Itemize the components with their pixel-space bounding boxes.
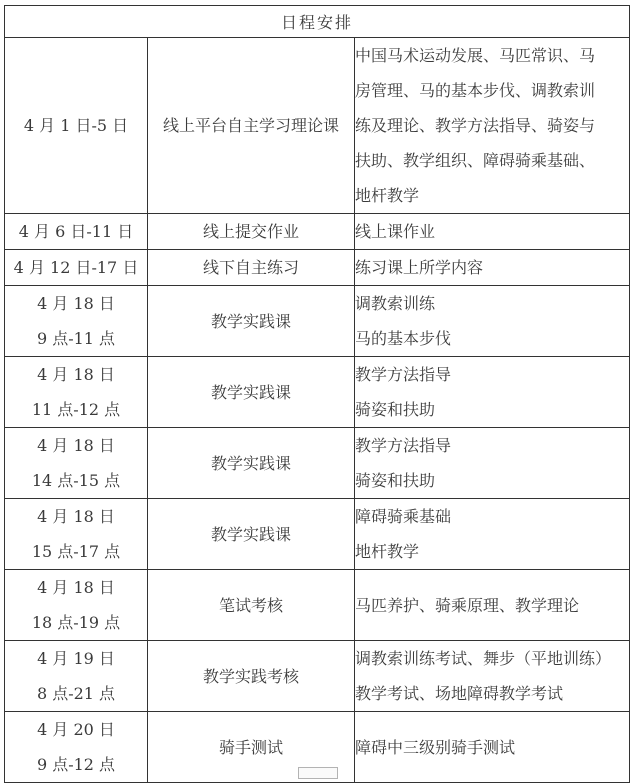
activity-label: 教学实践课 (210, 524, 291, 544)
content-line: 马的基本步伐 (355, 329, 452, 348)
table-title: 日程安排 (5, 6, 630, 38)
activity-label: 线下自主练习 (202, 258, 299, 277)
table-row (5, 38, 630, 214)
content-line: 马匹养护、骑乘原理、教学理论 (355, 595, 580, 615)
table-row (5, 499, 630, 570)
content-cell (355, 499, 630, 570)
date-line: 4 月 6 日-11 日 (18, 222, 134, 241)
date-line: 4 月 20 日 (37, 720, 115, 739)
content-cell (355, 38, 630, 214)
activity-cell (148, 38, 355, 214)
content-cell (355, 286, 630, 357)
activity-cell (148, 357, 355, 428)
content-line: 地杆教学 (355, 186, 420, 205)
date-line: 9 点-12 点 (36, 755, 116, 774)
activity-label: 线上平台自主学习理论课 (162, 116, 339, 135)
title-row (5, 6, 630, 38)
activity-label: 教学实践课 (210, 382, 291, 402)
table-row (5, 641, 630, 712)
content-line: 线上课作业 (355, 222, 436, 241)
date-cell (5, 38, 148, 214)
table-row (5, 250, 630, 286)
date-line: 4 月 19 日 (37, 649, 115, 668)
content-line: 调教索训练 (355, 294, 436, 313)
content-line: 障碍中三级别骑手测试 (355, 737, 516, 757)
date-cell (5, 570, 148, 641)
date-line: 14 点-15 点 (31, 471, 121, 490)
table-row (5, 570, 630, 641)
date-line: 4 月 18 日 (37, 436, 115, 455)
table-row (5, 214, 630, 250)
content-cell (355, 250, 630, 286)
content-line: 教学方法指导 (355, 436, 452, 455)
table-row (5, 357, 630, 428)
activity-cell (148, 214, 355, 250)
content-cell (355, 641, 630, 712)
date-line: 15 点-17 点 (31, 542, 121, 561)
date-cell (5, 428, 148, 499)
activity-label: 骑手测试 (218, 737, 283, 757)
date-line: 11 点-12 点 (31, 400, 121, 419)
content-line: 教学方法指导 (355, 365, 452, 384)
activity-label: 教学实践课 (210, 311, 291, 331)
content-line: 教学考试、场地障碍教学考试 (355, 684, 564, 703)
activity-label: 笔试考核 (218, 595, 283, 615)
date-cell (5, 641, 148, 712)
content-cell (355, 428, 630, 499)
date-line: 8 点-21 点 (36, 684, 116, 703)
date-line: 4 月 18 日 (37, 507, 115, 526)
schedule-table (4, 5, 630, 783)
activity-cell (148, 428, 355, 499)
content-line: 练及理论、教学方法指导、骑姿与 (355, 116, 596, 135)
content-line: 骑姿和扶助 (355, 471, 436, 490)
activity-cell (148, 499, 355, 570)
table-row (5, 286, 630, 357)
activity-cell (148, 250, 355, 286)
date-cell (5, 214, 148, 250)
date-line: 4 月 18 日 (37, 365, 115, 384)
table-row (5, 428, 630, 499)
content-line: 调教索训练考试、舞步（平地训练） (355, 649, 612, 668)
content-line: 中国马术运动发展、马匹常识、马 (355, 46, 596, 65)
activity-label: 教学实践课 (210, 453, 291, 473)
content-cell (355, 214, 630, 250)
content-line: 地杆教学 (355, 542, 420, 561)
activity-label: 线上提交作业 (202, 222, 299, 241)
date-cell (5, 499, 148, 570)
content-line: 骑姿和扶助 (355, 400, 436, 419)
content-line: 练习课上所学内容 (355, 258, 484, 277)
date-line: 4 月 18 日 (37, 294, 115, 313)
date-line: 4 月 12 日-17 日 (13, 258, 139, 277)
date-cell (5, 357, 148, 428)
content-line: 障碍骑乘基础 (355, 507, 452, 526)
content-line: 房管理、马的基本步伐、调教索训 (355, 81, 596, 100)
date-line: 4 月 18 日 (37, 578, 115, 597)
date-line: 4 月 1 日-5 日 (23, 116, 129, 135)
content-cell (355, 570, 630, 641)
content-line: 扶助、教学组织、障碍骑乘基础、 (355, 151, 596, 170)
date-cell (5, 286, 148, 357)
date-line: 18 点-19 点 (31, 613, 121, 632)
activity-cell (148, 570, 355, 641)
content-cell (355, 357, 630, 428)
date-line: 9 点-11 点 (36, 329, 116, 348)
activity-cell (148, 286, 355, 357)
page-number-box-partial (298, 767, 338, 779)
activity-label: 教学实践考核 (202, 666, 299, 686)
activity-cell (148, 641, 355, 712)
date-cell (5, 250, 148, 286)
